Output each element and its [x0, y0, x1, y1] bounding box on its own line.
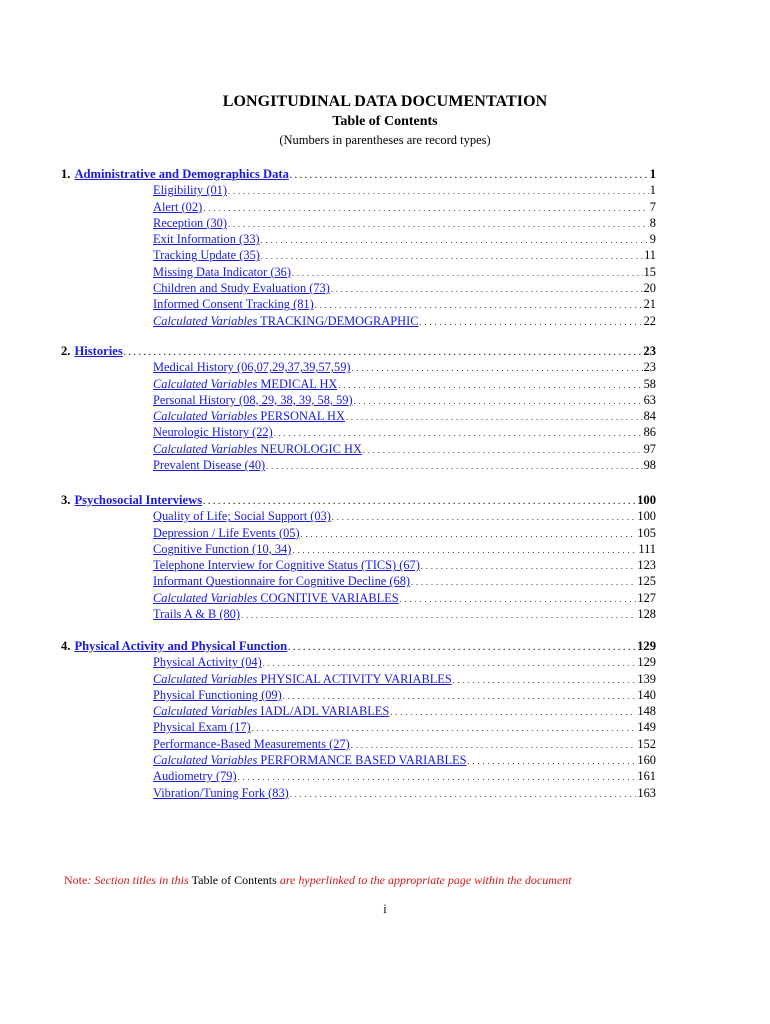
toc-entry	[61, 573, 656, 589]
dot-leader	[363, 441, 643, 457]
note-text-2: are hyperlinked to the appropriate page within the document	[276, 873, 572, 887]
toc-entry-label: Missing Data Indicator (36)	[153, 264, 291, 279]
toc-entry-page-number: 86	[643, 425, 656, 440]
toc-entry-label: PERFORMANCE BASED VARIABLES	[260, 753, 467, 768]
toc-entry-link[interactable]	[153, 541, 291, 557]
toc-entry	[61, 313, 656, 329]
toc-entry-page-number: 11	[644, 248, 656, 263]
toc-entry-page-number: 123	[637, 558, 656, 573]
toc-section-heading	[61, 343, 656, 359]
toc-entry-link[interactable]	[153, 264, 291, 280]
toc-entry-link[interactable]	[153, 736, 350, 752]
dot-leader	[261, 247, 643, 263]
toc-entry-page-number: 7	[649, 199, 656, 214]
dot-leader	[203, 199, 649, 215]
dot-leader	[124, 343, 643, 359]
toc-entry-page-number: 9	[649, 232, 656, 247]
section-number: 3.	[61, 493, 71, 507]
toc-entry-page-number: 58	[643, 376, 656, 391]
toc-entry-page-number: 149	[637, 720, 656, 735]
dot-leader	[228, 215, 649, 231]
dot-leader	[331, 280, 643, 296]
toc-entry-link[interactable]	[153, 441, 362, 457]
toc-entry-label: Depression / Life Events (05)	[153, 525, 300, 540]
section-page-number: 100	[637, 493, 656, 507]
calculated-variables-label: Calculated Variables	[153, 590, 258, 605]
toc-entry	[61, 280, 656, 296]
toc-entry-label: Exit Information (33)	[153, 232, 260, 247]
toc-entry-link[interactable]	[153, 703, 389, 719]
toc-section	[61, 638, 656, 801]
calculated-variables-label: Calculated Variables	[153, 441, 258, 456]
document-title: LONGITUDINAL DATA DOCUMENTATION	[222, 93, 548, 110]
section-page-number: 129	[637, 639, 656, 653]
toc-entry-page-number: 97	[643, 441, 656, 456]
note-toc-text: Table of Contents	[191, 873, 277, 887]
section-page-number: 1	[649, 167, 656, 181]
toc-entry	[61, 424, 656, 440]
toc-entry-page-number: 1	[649, 183, 656, 198]
section-title-link[interactable]: Histories	[74, 344, 123, 358]
toc-entry-link[interactable]	[153, 457, 265, 473]
toc-section-heading	[61, 638, 656, 654]
dot-leader	[252, 719, 637, 735]
toc-entry-page-number: 161	[637, 769, 656, 784]
toc-entry	[61, 392, 656, 408]
dot-leader	[263, 654, 637, 670]
toc-entry-page-number: 139	[637, 671, 656, 686]
toc-entry-page-number: 22	[643, 313, 656, 328]
toc-entry	[61, 264, 656, 280]
toc-entry-label: NEUROLOGIC HX	[260, 441, 362, 456]
toc-entry	[61, 376, 656, 392]
toc-entry-label: COGNITIVE VARIABLES	[260, 590, 399, 605]
dot-leader	[468, 752, 637, 768]
dot-leader	[274, 424, 643, 440]
toc-entry	[61, 296, 656, 312]
dot-leader	[241, 606, 636, 622]
toc-entry-label: TRACKING/DEMOGRAPHIC	[260, 313, 419, 328]
toc-entry	[61, 671, 656, 687]
toc-section	[61, 343, 656, 473]
toc-entry	[61, 199, 656, 215]
toc-heading: Table of Contents	[332, 114, 438, 129]
toc-entry	[61, 182, 656, 198]
dot-leader	[288, 638, 636, 654]
page-number: i	[383, 902, 387, 916]
dot-leader	[338, 376, 642, 392]
dot-leader	[266, 457, 642, 473]
toc-entry	[61, 752, 656, 768]
dot-leader	[238, 768, 637, 784]
toc-entry-label: Tracking Update (35)	[153, 248, 260, 263]
toc-entry	[61, 703, 656, 719]
calculated-variables-label: Calculated Variables	[153, 376, 258, 391]
dot-leader	[332, 508, 636, 524]
toc-entry-link[interactable]	[153, 296, 314, 312]
dot-leader	[390, 703, 636, 719]
toc-entry-label: Performance-Based Measurements (27)	[153, 736, 350, 751]
toc-entry-page-number: 15	[643, 264, 656, 279]
toc-entry-link[interactable]	[153, 654, 262, 670]
toc-entry-link[interactable]	[153, 424, 273, 440]
dot-leader	[228, 182, 649, 198]
toc-entry-link[interactable]	[153, 199, 202, 215]
toc-entry-link[interactable]	[153, 247, 260, 263]
dot-leader	[453, 671, 637, 687]
toc-entry-page-number: 163	[637, 785, 656, 800]
toc-entry	[61, 719, 656, 735]
hyperlink-note	[64, 873, 572, 888]
dot-leader	[290, 166, 649, 182]
dot-leader	[352, 359, 643, 375]
toc-entry-page-number: 125	[637, 574, 656, 589]
toc-section-heading	[61, 166, 656, 182]
toc-entry	[61, 441, 656, 457]
toc-entry-link[interactable]	[153, 313, 419, 329]
dot-leader	[290, 785, 637, 801]
dot-leader	[261, 231, 649, 247]
toc-entry-label: PERSONAL HX	[260, 409, 345, 424]
dot-leader	[420, 313, 643, 329]
section-title-link[interactable]: Physical Activity and Physical Function	[74, 639, 288, 653]
note-prefix: Note	[64, 873, 88, 887]
toc-entry-page-number: 140	[637, 687, 656, 702]
calculated-variables-label: Calculated Variables	[153, 753, 258, 768]
toc-entry-label: Quality of Life; Social Support (03)	[153, 509, 331, 524]
toc-entry	[61, 359, 656, 375]
toc-entry-label: Cognitive Function (10, 34)	[153, 541, 292, 556]
dot-leader	[351, 736, 637, 752]
dot-leader	[354, 392, 643, 408]
dot-leader	[400, 590, 637, 606]
toc-entry-label: Informed Consent Tracking (81)	[153, 297, 314, 312]
calculated-variables-label: Calculated Variables	[153, 704, 258, 719]
calculated-variables-label: Calculated Variables	[153, 409, 258, 424]
toc-entry-label: Physical Functioning (09)	[153, 687, 282, 702]
section-title-link[interactable]: Psychosocial Interviews	[74, 493, 203, 507]
toc-entry-link[interactable]	[153, 573, 410, 589]
toc-entry	[61, 541, 656, 557]
note-text-1: : Section titles in this	[87, 873, 192, 887]
toc-entry-page-number: 98	[643, 458, 656, 473]
dot-leader	[292, 541, 637, 557]
toc-entry	[61, 654, 656, 670]
toc-entry-label: Reception (30)	[153, 215, 227, 230]
toc-entry-label: Prevalent Disease (40)	[153, 458, 266, 473]
toc-entry	[61, 247, 656, 263]
dot-leader	[411, 573, 636, 589]
toc-entry-label: Audiometry (79)	[153, 769, 237, 784]
toc-entry-page-number: 21	[643, 297, 656, 312]
toc-entry-label: Eligibility (01)	[153, 183, 227, 198]
record-types-note: (Numbers in parentheses are record types)	[279, 133, 491, 147]
section-number: 1.	[61, 167, 71, 181]
toc-entry	[61, 590, 656, 606]
dot-leader	[283, 687, 637, 703]
toc-entry-label: Neurologic History (22)	[153, 425, 273, 440]
toc-entry	[61, 768, 656, 784]
toc-section	[61, 492, 656, 622]
toc-entry	[61, 508, 656, 524]
toc-entry-link[interactable]	[153, 280, 330, 296]
toc-entry-link[interactable]	[153, 785, 289, 801]
toc-entry-page-number: 160	[637, 753, 656, 768]
section-number: 2.	[61, 344, 71, 358]
toc-section-heading	[61, 492, 656, 508]
toc-entry	[61, 215, 656, 231]
toc-entry-page-number: 128	[637, 607, 656, 622]
toc-entry-label: Trails A & B (80)	[153, 607, 240, 622]
dot-leader	[346, 408, 643, 424]
toc-entry-label: Personal History (08, 29, 38, 39, 58, 59)	[153, 392, 353, 407]
toc-entry-page-number: 20	[643, 281, 656, 296]
toc-entry-link[interactable]	[153, 376, 337, 392]
toc-entry-page-number: 152	[637, 736, 656, 751]
toc-entry-page-number: 8	[649, 215, 656, 230]
section-number: 4.	[61, 639, 71, 653]
toc-entry-page-number: 23	[643, 360, 656, 375]
toc-entry-page-number: 129	[637, 655, 656, 670]
toc-entry-page-number: 111	[638, 541, 656, 556]
toc-entry-link[interactable]	[153, 606, 240, 622]
toc-entry-link[interactable]	[153, 671, 452, 687]
toc-entry-link[interactable]	[153, 525, 300, 541]
toc-entry-link[interactable]	[153, 392, 353, 408]
toc-entry-page-number: 105	[637, 525, 656, 540]
toc-entry-link[interactable]	[153, 768, 237, 784]
toc-entry	[61, 687, 656, 703]
toc-entry-link[interactable]	[153, 590, 399, 606]
toc-section	[61, 166, 656, 329]
toc-entry-label: Physical Exam (17)	[153, 720, 251, 735]
toc-entry-label: Informant Questionnaire for Cognitive Decline (68)	[153, 574, 411, 589]
toc-entry-page-number: 127	[637, 590, 656, 605]
toc-entry-link[interactable]	[153, 231, 260, 247]
toc-entry	[61, 785, 656, 801]
toc-entry-link[interactable]	[153, 182, 227, 198]
toc-entry	[61, 457, 656, 473]
toc-entry-page-number: 84	[643, 409, 656, 424]
toc-entry-link[interactable]	[153, 752, 467, 768]
toc-entry-label: Physical Activity (04)	[153, 655, 262, 670]
toc-entry-link[interactable]	[153, 408, 345, 424]
toc-entry-link[interactable]	[153, 557, 420, 573]
toc-entry-link[interactable]	[153, 687, 282, 703]
section-title-link[interactable]: Administrative and Demographics Data	[74, 167, 289, 181]
toc-entry-page-number: 148	[637, 704, 656, 719]
dot-leader	[292, 264, 643, 280]
toc-entry-page-number: 63	[643, 392, 656, 407]
toc-entry-page-number: 100	[637, 509, 656, 524]
dot-leader	[315, 296, 643, 312]
toc-entry-label: Telephone Interview for Cognitive Status (TICS) (67)	[153, 558, 420, 573]
toc-entry	[61, 606, 656, 622]
toc-entry	[61, 736, 656, 752]
toc-entry	[61, 557, 656, 573]
calculated-variables-label: Calculated Variables	[153, 671, 258, 686]
toc-entry-link[interactable]	[153, 719, 251, 735]
toc-entry-label: MEDICAL HX	[260, 376, 338, 391]
toc-entry-label: PHYSICAL ACTIVITY VARIABLES	[260, 671, 452, 686]
dot-leader	[301, 525, 637, 541]
dot-leader	[203, 492, 636, 508]
toc-entry-label: Vibration/Tuning Fork (83)	[153, 785, 289, 800]
toc-entry-link[interactable]	[153, 508, 331, 524]
calculated-variables-label: Calculated Variables	[153, 313, 258, 328]
section-page-number: 23	[643, 344, 656, 358]
toc-entry	[61, 408, 656, 424]
toc-entry-label: IADL/ADL VARIABLES	[260, 704, 390, 719]
toc-entry-label: Alert (02)	[153, 199, 203, 214]
dot-leader	[421, 557, 637, 573]
toc-entry-link[interactable]	[153, 359, 351, 375]
toc-entry-label: Medical History (06,07,29,37,39,57,59)	[153, 360, 351, 375]
toc-entry-link[interactable]	[153, 215, 227, 231]
toc-entry	[61, 525, 656, 541]
toc-entry-label: Children and Study Evaluation (73)	[153, 281, 330, 296]
toc-entry	[61, 231, 656, 247]
